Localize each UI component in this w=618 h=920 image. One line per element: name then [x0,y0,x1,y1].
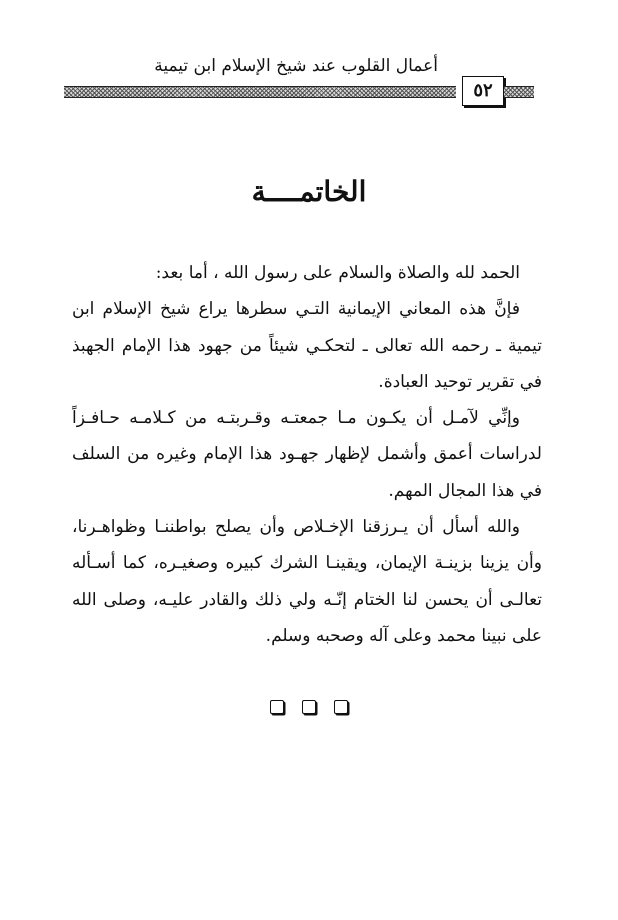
chapter-title: الخاتمــــة [251,175,367,208]
header-rule [64,80,534,102]
ornament-box-icon [270,700,284,714]
ornament-box-icon [334,700,348,714]
ornament-box-icon [302,700,316,714]
running-header-title: أعمال القلوب عند شيخ الإسلام ابن تيمية [154,56,438,76]
paragraph-3: والله أسأل أن يـرزقنا الإخـلاص وأن يصلح بواطننـا وظواهـرنا، وأن يزينا بزينـة الإيمان، ويقينـا الشرك كبيره وصغيـره، كما أسـأله تعالـى أن يحسن لنا الختام إنّـه ولي ذلك والقادر عليـه، وصلى الله على نبينا محمد وعلى آله وصحبه وسلم. [72,517,542,646]
paragraph-opening: الحمد لله والصلاة والسلام على رسول الله ، أما بعد: [155,263,520,283]
body-text [72,255,542,654]
page-number: ٥٢ [462,76,504,106]
paragraph-1: فإنَّ هذه المعاني الإيمانية التـي سطرها يراع شيخ الإسلام ابن تيمية ـ رحمه الله تعالى ـ لتحكـي شيئاً من جهود هذا الإمام الجهبذ في تقرير توحيد العبادة. [72,299,542,392]
paragraph-2: وإنِّي لآمـل أن يكـون مـا جمعتـه وقـربتـه من كـلامـه حـافـزاً لدراسات أعمق وأشمل لإظهار جهـود هذا الإمام وغيره من السلف في هذا المجال المهم. [72,408,542,501]
end-ornament [0,700,618,714]
header-band-right [504,86,534,98]
header-band-left [64,86,456,98]
